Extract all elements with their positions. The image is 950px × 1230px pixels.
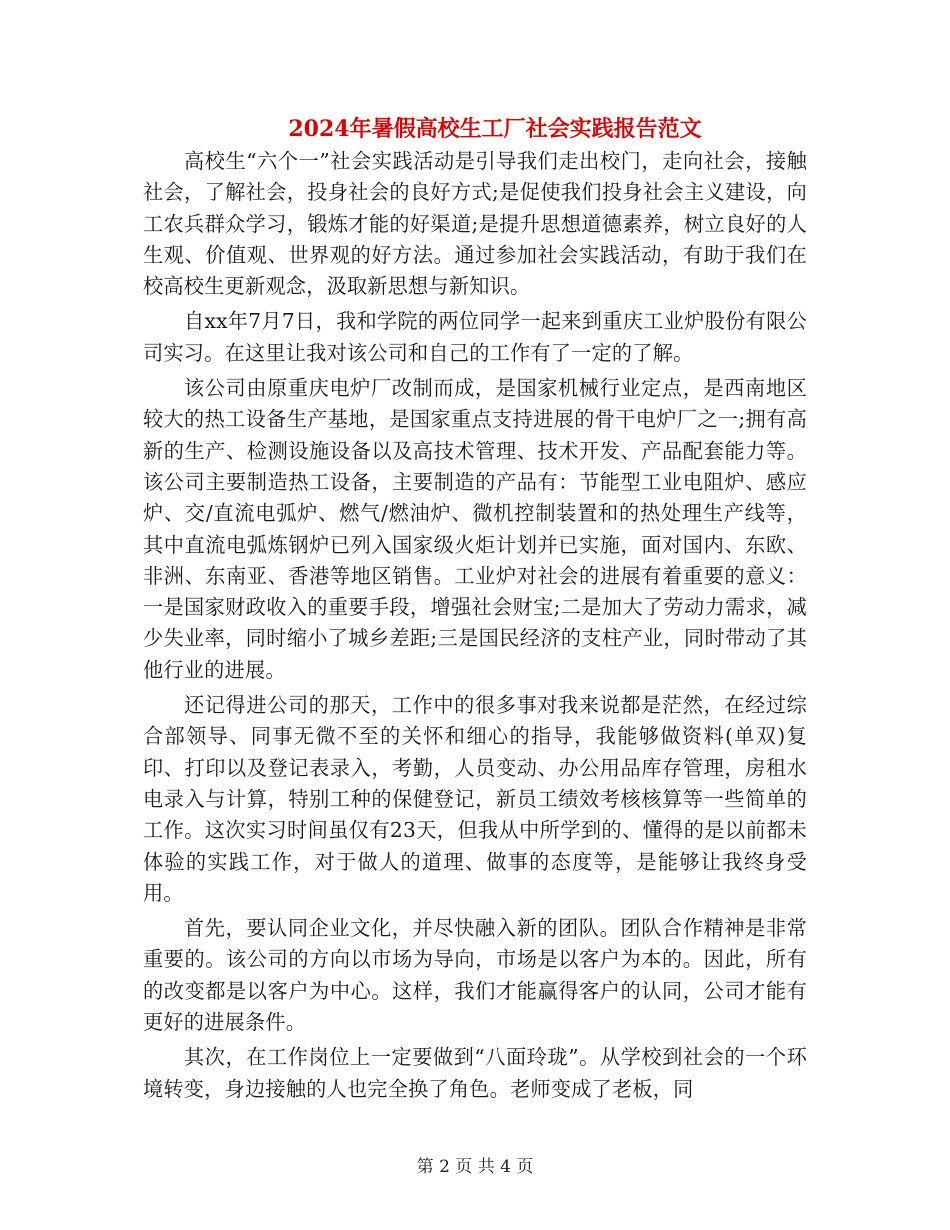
paragraph-2: 自xx年7月7日，我和学院的两位同学一起来到重庆工业炉股份有限公司实习。在这里让我对该公司和自己的工作有了一定的了解。 xyxy=(143,309,807,365)
document-title: 2024年暑假高校生工厂社会实践报告范文 xyxy=(288,116,702,142)
paragraph-4: 还记得进公司的那天，工作中的很多事对我来说都是茫然，在经过综合部领导、同事无微不至的关怀和细心的指导，我能够做资料(单双)复印、打印以及登记表录入，考勤，人员变动、办公用品库存管理，房租水电录入与计算，特别工种的保健登记，新员工绩效考核核算等一些简单的工作。这次实习时间虽仅有23天，但我从中所学到的、懂得的是以前都未体验的实践工作，对于做人的道理、做事的态度等，是能够让我终身受用。 xyxy=(143,693,807,905)
paragraph-1: 高校生“六个一”社会实践活动是引导我们走出校门，走向社会，接触社会，了解社会，投身社会的良好方式;是促使我们投身社会主义建设，向工农兵群众学习，锻炼才能的好渠道;是提升思想道德素养，树立良好的人生观、价值观、世界观的好方法。通过参加社会实践活动，有助于我们在校高校生更新观念，汲取新思想与新知识。 xyxy=(143,149,807,299)
paragraph-6: 其次，在工作岗位上一定要做到“八面玲珑”。从学校到社会的一个环境转变，身边接触的人也完全换了角色。老师变成了老板，同 xyxy=(143,1045,807,1101)
paragraph-3: 该公司由原重庆电炉厂改制而成，是国家机械行业定点，是西南地区较大的热工设备生产基地，是国家重点支持进展的骨干电炉厂之一;拥有高新的生产、检测设施设备以及高技术管理、技术开发、产品配套能力等。该公司主要制造热工设备，主要制造的产品有：节能型工业电阻炉、感应炉、交/直流电弧炉、燃气/燃油炉、微机控制装置和的热处理生产线等，其中直流电弧炼钢炉已列入国家级火炬计划并已实施，面对国内、东欧、非洲、东南亚、香港等地区销售。工业炉对社会的进展有着重要的意义：一是国家财政收入的重要手段，增强社会财宝;二是加大了劳动力需求，减少失业率，同时缩小了城乡差距;三是国民经济的支柱产业，同时带动了其他行业的进展。 xyxy=(143,376,807,682)
document-body xyxy=(143,146,807,1105)
paragraph-5: 首先，要认同企业文化，并尽快融入新的团队。团队合作精神是非常重要的。该公司的方向以市场为导向，市场是以客户为本的。因此，所有的改变都是以客户为中心。这样，我们才能赢得客户的认同，公司才能有更好的进展条件。 xyxy=(143,916,807,1035)
page-number-footer: 第 2 页 共 4 页 xyxy=(416,1157,534,1177)
